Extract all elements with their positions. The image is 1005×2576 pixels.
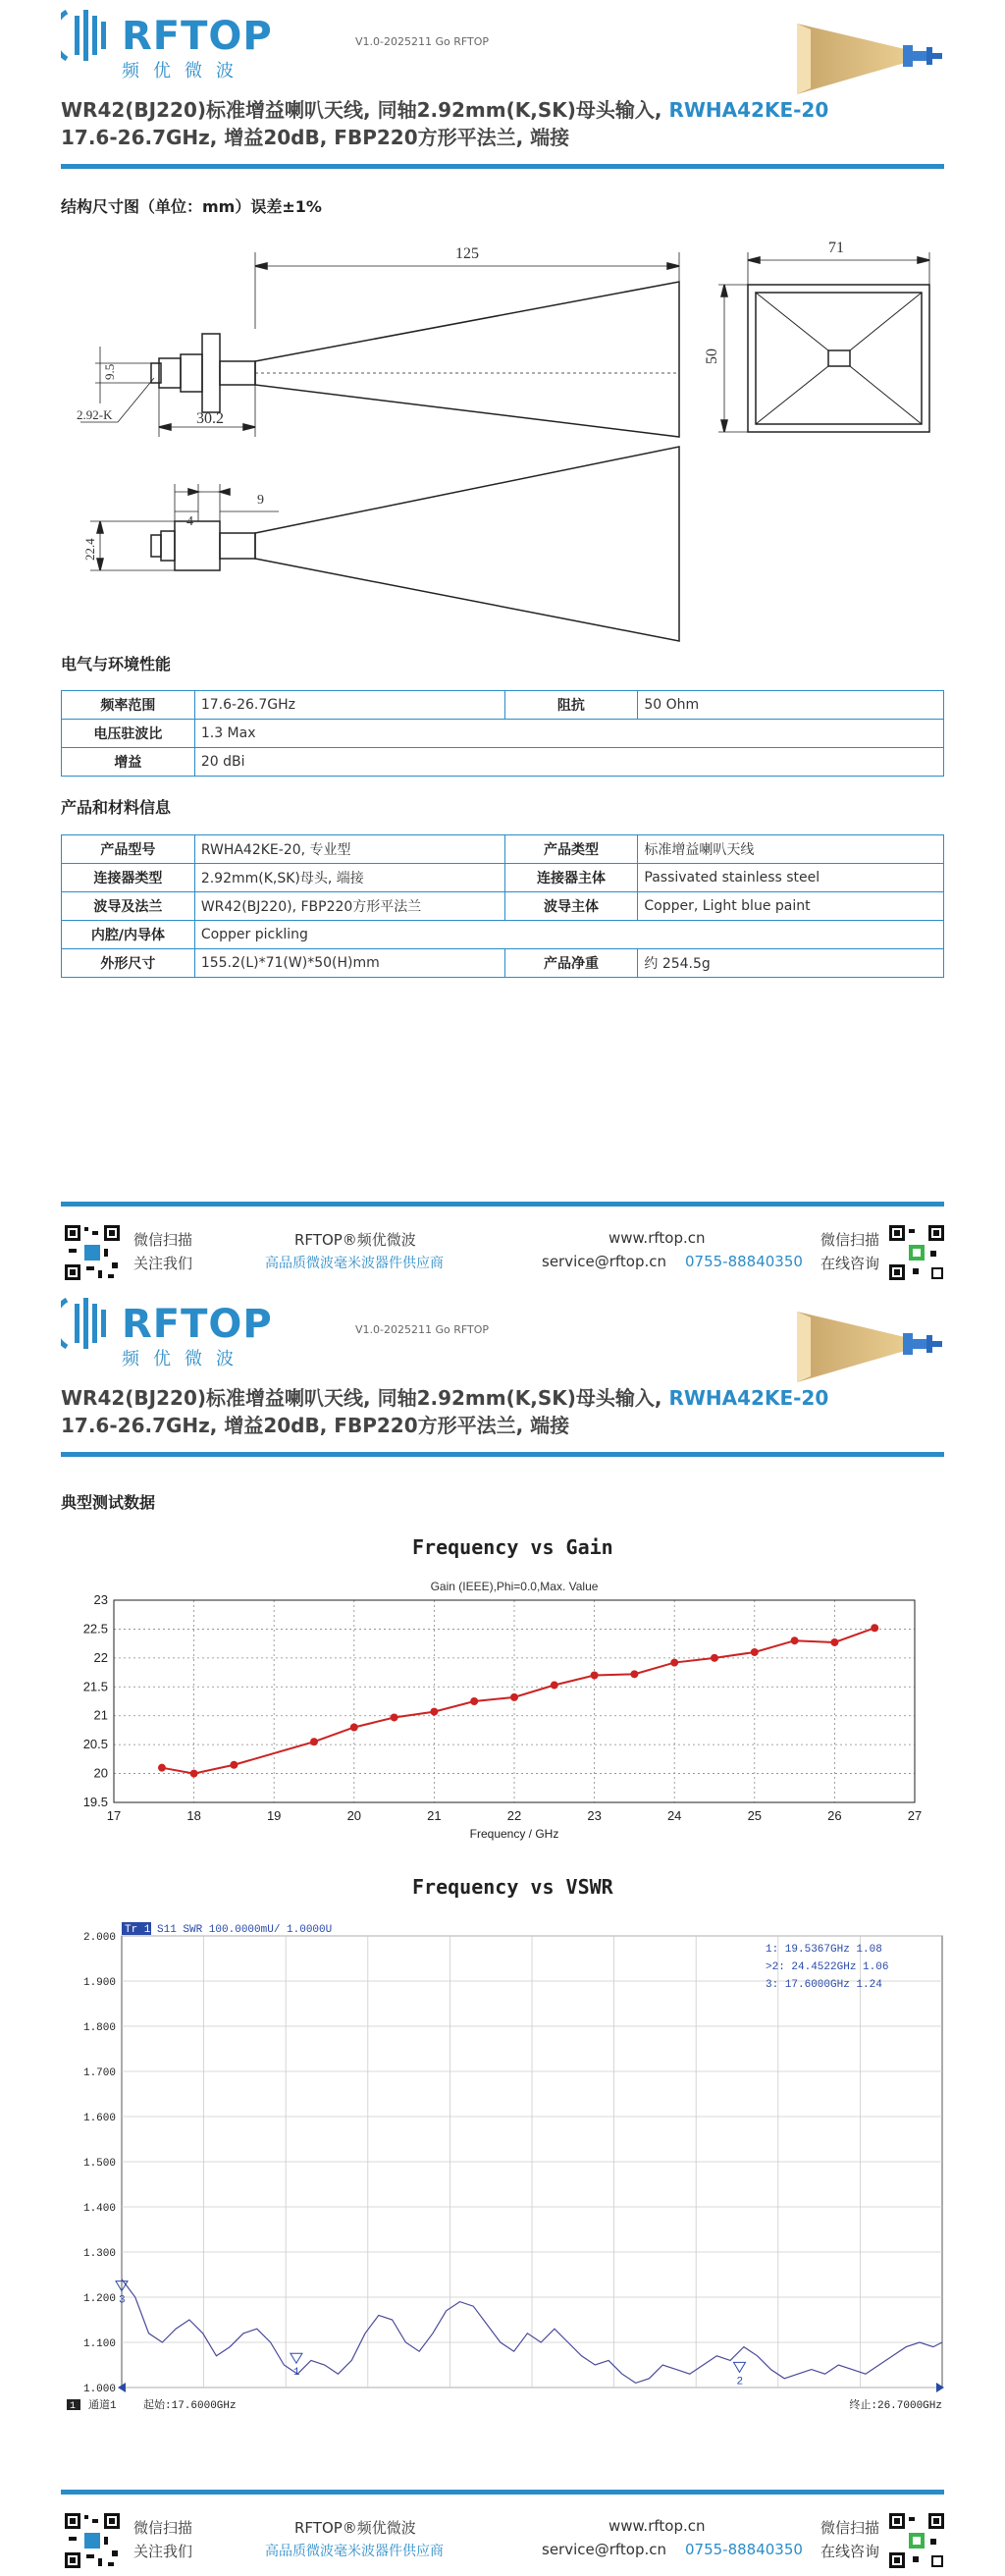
- document-title: [61, 94, 828, 123]
- table-row: [62, 748, 944, 777]
- x-tick-label: 24: [666, 1808, 682, 1823]
- gain-data-point: [470, 1697, 478, 1705]
- gain-chart-title: Frequency vs Gain: [412, 1535, 613, 1559]
- gain-data-point: [551, 1682, 558, 1690]
- logo-chinese: 频优微波: [122, 61, 247, 81]
- horn-antenna-icon: [797, 20, 944, 94]
- connector-type-label: 连接器类型: [62, 864, 195, 892]
- dim-4-label: 4: [186, 514, 193, 529]
- dim-connector-label: 2.92-K: [77, 407, 113, 422]
- gain-chart: [61, 1571, 944, 1855]
- y-tick-label: 21: [93, 1707, 108, 1723]
- logo-text: RFTOP: [122, 14, 273, 59]
- gain-data-point: [830, 1638, 838, 1646]
- vswr-value: 1.3 Max: [194, 720, 943, 748]
- document-subtitle: 17.6-26.7GHz, 增益20dB, FBP220方形平法兰, 端接: [61, 126, 570, 149]
- product-section-title: 产品和材料信息: [61, 798, 172, 817]
- footer-online: 在线咨询: [820, 2543, 880, 2560]
- footer-email[interactable]: service@rftop.cn: [542, 1253, 667, 1270]
- horn-antenna-icon: [797, 1308, 944, 1382]
- footer-divider: [61, 2490, 944, 2495]
- gain-data-point: [591, 1672, 599, 1680]
- table-row: [62, 892, 944, 921]
- qr-code-icon[interactable]: [63, 1223, 122, 1282]
- dimensions-section-title: 结构尺寸图（单位：mm）误差±1%: [61, 197, 322, 216]
- gain-label: 增益: [62, 748, 195, 777]
- marker-readout: 1: 19.5367GHz 1.08: [766, 1944, 882, 1956]
- size-value: 155.2(L)*71(W)*50(H)mm: [194, 949, 504, 978]
- gain-data-point: [310, 1738, 318, 1745]
- gain-data-point: [190, 1770, 198, 1778]
- marker-id: 1: [292, 2367, 300, 2380]
- footer-brand: RFTOP®频优微波: [294, 1231, 416, 1249]
- rftop-logo[interactable]: [61, 1296, 273, 1369]
- footer-slogan: 高品质微波毫米波器件供应商: [265, 1256, 444, 1271]
- page-header: [0, 1288, 1005, 1460]
- impedance-value: 50 Ohm: [638, 691, 944, 720]
- channel-number: 1: [70, 2401, 77, 2412]
- connector-body-value: Passivated stainless steel: [638, 864, 944, 892]
- y-tick-label: 1.700: [82, 2067, 116, 2079]
- gain-data-point: [751, 1648, 759, 1656]
- x-tick-label: 25: [747, 1808, 763, 1823]
- document-title: [61, 1382, 828, 1411]
- stop-freq-label: 终止:26.7000GHz: [849, 2400, 942, 2412]
- model-value: RWHA42KE-20, 专业型: [194, 835, 504, 864]
- top-waveguide: [220, 361, 255, 385]
- table-row: [62, 864, 944, 892]
- y-tick-label: 22: [93, 1649, 108, 1665]
- size-label: 外形尺寸: [62, 949, 195, 978]
- connector-body-label: 连接器主体: [504, 864, 638, 892]
- type-value: 标准增益喇叭天线: [638, 835, 944, 864]
- side-flange-block: [175, 521, 220, 570]
- y-tick-label: 1.400: [82, 2203, 116, 2215]
- y-tick-label: 1.000: [82, 2384, 116, 2395]
- page-footer: [0, 1200, 1005, 1288]
- title-prefix: WR42(BJ220)标准增益喇叭天线, 同轴2.92mm(K,SK)母头输入,: [61, 98, 669, 122]
- x-tick-label: 18: [186, 1808, 201, 1823]
- front-view-aperture: [828, 350, 850, 366]
- footer-phone[interactable]: 0755-88840350: [685, 2541, 803, 2558]
- dim-width-label: 71: [828, 240, 844, 256]
- title-prefix: WR42(BJ220)标准增益喇叭天线, 同轴2.92mm(K,SK)母头输入,: [61, 1386, 669, 1410]
- weight-value: 约 254.5g: [638, 949, 944, 978]
- logo-mark-icon: [61, 1296, 120, 1351]
- dim-30-2-label: 30.2: [196, 410, 224, 427]
- x-tick-label: 20: [346, 1808, 362, 1823]
- gain-data-point: [670, 1659, 678, 1667]
- y-tick-label: 21.5: [82, 1679, 108, 1694]
- qr-code-icon[interactable]: [887, 1223, 946, 1282]
- trace-info: S11 SWR 100.0000mU/ 1.0000U: [157, 1924, 333, 1936]
- model-label: 产品型号: [62, 835, 195, 864]
- top-connector-body: [159, 358, 181, 388]
- gain-value: 20 dBi: [194, 748, 943, 777]
- weight-label: 产品净重: [504, 949, 638, 978]
- electrical-section-title: 电气与环境性能: [61, 655, 172, 673]
- y-tick-label: 1.100: [82, 2338, 116, 2350]
- footer-wechat-scan: 微信扫描: [133, 2519, 193, 2537]
- product-table: [61, 834, 944, 978]
- y-tick-label: 1.900: [82, 1977, 116, 1989]
- title-model: RWHA42KE-20: [668, 98, 829, 122]
- y-tick-label: 19.5: [82, 1795, 108, 1809]
- footer-follow-us: 关注我们: [133, 2543, 193, 2560]
- inner-label: 内腔/内导体: [62, 921, 195, 949]
- gain-data-point: [791, 1637, 799, 1644]
- footer-online: 在线咨询: [820, 1255, 880, 1272]
- trace-label: Tr 1: [125, 1924, 151, 1936]
- table-row: [62, 921, 944, 949]
- waveguide-body-value: Copper, Light blue paint: [638, 892, 944, 921]
- x-axis-label: Frequency / GHz: [469, 1827, 559, 1841]
- logo-chinese: 频优微波: [122, 1349, 247, 1369]
- x-tick-label: 17: [106, 1808, 122, 1823]
- footer-wechat-scan-right: 微信扫描: [820, 1231, 880, 1249]
- table-row: [62, 691, 944, 720]
- marker-id: 2: [736, 2376, 744, 2388]
- x-tick-label: 27: [907, 1808, 923, 1823]
- gain-data-point: [711, 1654, 718, 1662]
- marker-readout: 3: 17.6000GHz 1.24: [766, 1979, 882, 1991]
- type-label: 产品类型: [504, 835, 638, 864]
- dim-22-4-label: 22.4: [82, 538, 97, 561]
- top-flange: [202, 334, 220, 412]
- table-row: [62, 720, 944, 748]
- table-row: [62, 835, 944, 864]
- waveguide-label: 波导及法兰: [62, 892, 195, 921]
- page-header: [0, 0, 1005, 172]
- y-tick-label: 2.000: [82, 1932, 116, 1944]
- vswr-chart-title: Frequency vs VSWR: [412, 1875, 613, 1899]
- inner-value: Copper pickling: [194, 921, 943, 949]
- dim-length-label: 125: [455, 245, 479, 262]
- qr-code-icon[interactable]: [63, 2511, 122, 2570]
- y-tick-label: 1.500: [82, 2158, 116, 2170]
- gain-data-point: [430, 1708, 438, 1716]
- marker-readout: >2: 24.4522GHz 1.06: [766, 1961, 889, 1973]
- gain-data-point: [871, 1624, 878, 1632]
- x-tick-label: 23: [587, 1808, 602, 1823]
- y-tick-label: 20: [93, 1765, 108, 1781]
- channel-label: 通道1: [88, 2400, 117, 2412]
- dim-height-label: 50: [704, 349, 720, 364]
- y-tick-label: 1.600: [82, 2113, 116, 2124]
- vswr-label: 电压驻波比: [62, 720, 195, 748]
- footer-follow-us: 关注我们: [133, 1255, 193, 1272]
- gain-data-point: [510, 1693, 518, 1701]
- top-horn: [255, 282, 679, 437]
- y-tick-label: 1.800: [82, 2022, 116, 2034]
- logo-text: RFTOP: [122, 1302, 273, 1347]
- title-model: RWHA42KE-20: [668, 1386, 829, 1410]
- gain-data-point: [350, 1723, 358, 1731]
- gain-chart-subtitle: Gain (IEEE),Phi=0.0,Max. Value: [430, 1580, 599, 1593]
- top-connector-nut: [181, 354, 202, 392]
- logo-mark-icon: [61, 8, 120, 63]
- footer-wechat-scan: 微信扫描: [133, 1231, 193, 1249]
- front-view-outer: [748, 285, 929, 432]
- x-tick-label: 26: [827, 1808, 842, 1823]
- gain-data-point: [230, 1761, 238, 1769]
- footer-website[interactable]: www.rftop.cn: [608, 2517, 706, 2535]
- rftop-logo[interactable]: [61, 8, 273, 81]
- x-tick-label: 22: [506, 1808, 522, 1823]
- footer-wechat-scan-right: 微信扫描: [820, 2519, 880, 2537]
- waveguide-body-label: 波导主体: [504, 892, 638, 921]
- y-tick-label: 22.5: [82, 1621, 108, 1637]
- footer-website[interactable]: www.rftop.cn: [608, 1229, 706, 1247]
- qr-code-icon[interactable]: [887, 2511, 946, 2570]
- dim-9-label: 9: [257, 493, 264, 508]
- mechanical-drawing: [61, 231, 944, 643]
- version-text: V1.0-2025211 Go RFTOP: [355, 35, 490, 48]
- document-subtitle: 17.6-26.7GHz, 增益20dB, FBP220方形平法兰, 端接: [61, 1414, 570, 1437]
- y-tick-label: 1.300: [82, 2248, 116, 2260]
- freq-value: 17.6-26.7GHz: [194, 691, 504, 720]
- header-divider: [61, 164, 944, 169]
- header-divider: [61, 1452, 944, 1457]
- version-text: V1.0-2025211 Go RFTOP: [355, 1323, 490, 1336]
- test-section-title: 典型测试数据: [61, 1493, 156, 1512]
- gain-data-point: [158, 1764, 166, 1772]
- footer-divider: [61, 1202, 944, 1207]
- dim-9-5-label: 9.5: [102, 363, 117, 380]
- freq-label: 频率范围: [62, 691, 195, 720]
- y-tick-label: 1.200: [82, 2293, 116, 2305]
- impedance-label: 阻抗: [504, 691, 638, 720]
- footer-phone[interactable]: 0755-88840350: [685, 1253, 803, 1270]
- electrical-table: [61, 690, 944, 777]
- gain-data-point: [630, 1670, 638, 1678]
- footer-email[interactable]: service@rftop.cn: [542, 2541, 667, 2558]
- x-tick-label: 19: [266, 1808, 282, 1823]
- side-horn: [255, 447, 679, 641]
- table-row: [62, 949, 944, 978]
- waveguide-value: WR42(BJ220), FBP220方形平法兰: [194, 892, 504, 921]
- y-tick-label: 23: [93, 1592, 108, 1607]
- start-freq-label: 起始:17.6000GHz: [143, 2400, 237, 2412]
- page-footer: [0, 2488, 1005, 2576]
- vswr-chart: [61, 1910, 944, 2421]
- x-tick-label: 21: [427, 1808, 442, 1823]
- footer-slogan: 高品质微波毫米波器件供应商: [265, 2544, 444, 2559]
- gain-series-line: [162, 1628, 874, 1773]
- gain-data-point: [391, 1713, 398, 1721]
- connector-type-value: 2.92mm(K,SK)母头, 端接: [194, 864, 504, 892]
- footer-brand: RFTOP®频优微波: [294, 2519, 416, 2537]
- marker-id: 3: [119, 2294, 126, 2307]
- y-tick-label: 20.5: [82, 1737, 108, 1752]
